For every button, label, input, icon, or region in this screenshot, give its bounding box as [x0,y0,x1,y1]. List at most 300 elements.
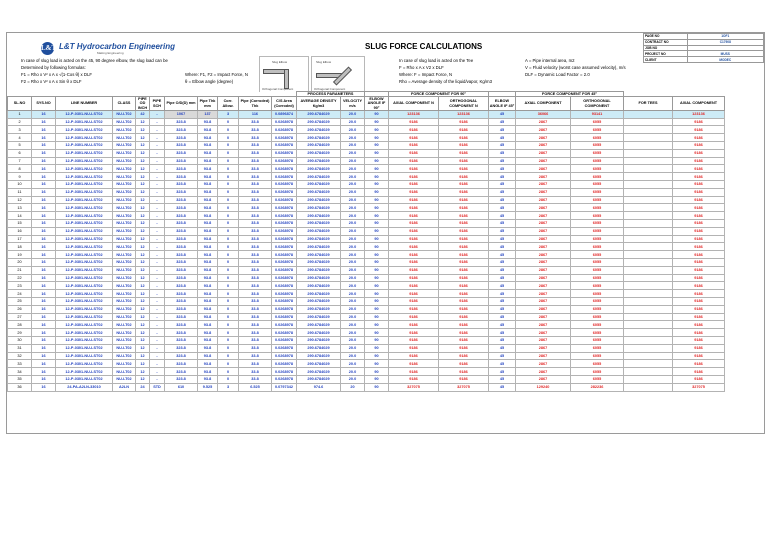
table-cell[interactable]: 2867 [516,196,571,204]
table-cell[interactable]: 12-P-0301-NU-LST02 [56,235,113,243]
table-cell[interactable]: 36 [8,383,32,391]
table-cell[interactable]: 90 [365,180,389,188]
table-cell[interactable]: - [150,149,165,157]
table-cell[interactable]: 6055 [571,188,624,196]
table-cell[interactable]: 290.6784029 [297,305,341,313]
table-cell[interactable]: 2867 [516,305,571,313]
table-cell[interactable] [624,266,673,274]
table-cell[interactable]: 45 [489,368,516,376]
table-cell[interactable]: 45 [489,157,516,165]
table-cell[interactable]: 9186 [673,118,725,126]
table-cell[interactable]: 20.0 [341,329,365,337]
table-cell[interactable]: - [150,375,165,383]
table-cell[interactable]: 0 [218,266,239,274]
table-cell[interactable] [624,383,673,391]
table-cell[interactable]: 14 [8,212,32,220]
table-cell[interactable]: 0.0268978 [272,282,297,290]
table-cell[interactable]: 0.0268978 [272,180,297,188]
table-cell[interactable]: 45 [489,227,516,235]
table-cell[interactable]: 21 [8,266,32,274]
table-cell[interactable]: 0 [218,157,239,165]
table-row[interactable] [8,196,725,204]
table-cell[interactable]: 6055 [571,305,624,313]
table-cell[interactable]: 32 [8,352,32,360]
table-cell[interactable]: 323.8 [165,126,198,134]
table-cell[interactable]: 45 [489,305,516,313]
table-cell[interactable]: 93.8 [198,235,218,243]
table-row[interactable] [8,235,725,243]
table-cell[interactable]: 9186 [439,313,489,321]
table-cell[interactable]: 16 [32,266,56,274]
table-cell[interactable]: 323.8 [165,227,198,235]
table-cell[interactable]: 0.0268978 [272,251,297,259]
table-cell[interactable]: 16 [32,290,56,298]
table-cell[interactable]: 9186 [439,266,489,274]
table-cell[interactable]: 0.0268978 [272,165,297,173]
table-cell[interactable]: 20.0 [341,313,365,321]
table-cell[interactable]: 33.8 [239,180,272,188]
table-cell[interactable]: 93.8 [198,126,218,134]
table-cell[interactable]: 0 [218,165,239,173]
table-cell[interactable]: 290.6784029 [297,188,341,196]
table-cell[interactable]: 0.0268978 [272,188,297,196]
table-cell[interactable]: 45 [489,329,516,337]
table-cell[interactable]: 9186 [389,157,439,165]
table-cell[interactable]: 90 [365,383,389,391]
table-cell[interactable]: 16 [32,360,56,368]
table-cell[interactable]: 93.8 [198,360,218,368]
table-cell[interactable]: 9186 [673,282,725,290]
table-cell[interactable]: 90 [365,368,389,376]
table-cell[interactable]: 12 [136,212,150,220]
table-cell[interactable]: 0 [218,204,239,212]
table-cell[interactable]: 33.8 [239,274,272,282]
table-cell[interactable]: 2867 [516,360,571,368]
table-cell[interactable]: 45 [489,360,516,368]
table-cell[interactable]: 123136 [389,110,439,118]
table-row[interactable] [8,212,725,220]
table-cell[interactable]: 45 [489,212,516,220]
table-cell[interactable]: 290.6784029 [297,266,341,274]
table-cell[interactable]: 16 [32,305,56,313]
table-cell[interactable]: 9186 [673,274,725,282]
table-cell[interactable]: NU-LT02 [113,134,136,142]
table-cell[interactable]: 0 [218,188,239,196]
table-cell[interactable]: 0.0268978 [272,149,297,157]
table-cell[interactable]: NU-LT02 [113,282,136,290]
table-cell[interactable]: 24-PA-A2LN-33010 [56,383,113,391]
table-cell[interactable]: 10 [8,180,32,188]
table-cell[interactable]: 0.0268978 [272,360,297,368]
table-row[interactable] [8,368,725,376]
table-cell[interactable]: 33.8 [239,336,272,344]
table-cell[interactable]: 93.8 [198,243,218,251]
table-cell[interactable]: 9186 [673,360,725,368]
table-cell[interactable]: 610 [165,383,198,391]
table-cell[interactable]: 20.0 [341,157,365,165]
table-cell[interactable]: 45 [489,251,516,259]
table-cell[interactable]: 290.6784029 [297,297,341,305]
table-cell[interactable]: 290.6784029 [297,219,341,227]
table-cell[interactable]: 33.8 [239,188,272,196]
table-cell[interactable]: 12 [136,344,150,352]
table-cell[interactable]: 6055 [571,266,624,274]
table-cell[interactable]: 9186 [673,266,725,274]
table-cell[interactable]: 93.8 [198,157,218,165]
table-cell[interactable]: 9186 [673,126,725,134]
table-cell[interactable]: 45 [489,352,516,360]
table-cell[interactable]: 90 [365,235,389,243]
table-cell[interactable]: 290.6784029 [297,282,341,290]
table-row[interactable] [8,219,725,227]
table-cell[interactable]: 45 [489,375,516,383]
table-cell[interactable]: 12 [136,251,150,259]
table-cell[interactable]: 12 [136,126,150,134]
table-cell[interactable]: 12-P-0301-NU-LST02 [56,243,113,251]
table-cell[interactable]: 45 [489,235,516,243]
table-cell[interactable]: 12-P-0301-NU-LST02 [56,110,113,118]
table-cell[interactable]: 90 [365,134,389,142]
table-cell[interactable]: 327075 [673,383,725,391]
table-cell[interactable]: 12-P-0301-NU-LST02 [56,196,113,204]
table-cell[interactable]: - [150,227,165,235]
table-cell[interactable]: 12 [136,173,150,181]
table-cell[interactable] [624,251,673,259]
table-cell[interactable]: 20.0 [341,149,365,157]
table-cell[interactable]: 45 [489,243,516,251]
table-cell[interactable]: 290.6784029 [297,329,341,337]
table-cell[interactable]: 6055 [571,180,624,188]
table-cell[interactable]: 6055 [571,227,624,235]
table-cell[interactable]: 9186 [673,219,725,227]
table-cell[interactable]: - [150,360,165,368]
table-cell[interactable]: 90 [365,251,389,259]
table-cell[interactable]: NU-LT02 [113,142,136,150]
table-cell[interactable]: - [150,126,165,134]
table-cell[interactable]: 0.0268978 [272,173,297,181]
table-cell[interactable]: 323.8 [165,375,198,383]
table-row[interactable] [8,274,725,282]
table-cell[interactable]: 2867 [516,204,571,212]
table-cell[interactable]: 20.0 [341,258,365,266]
table-cell[interactable]: 45 [489,204,516,212]
table-cell[interactable]: - [150,165,165,173]
table-cell[interactable] [624,204,673,212]
table-cell[interactable]: 9186 [673,196,725,204]
table-cell[interactable]: 90 [365,204,389,212]
table-cell[interactable]: 33.8 [239,142,272,150]
table-cell[interactable]: 20.0 [341,235,365,243]
table-cell[interactable]: 290.6784029 [297,313,341,321]
table-cell[interactable]: 9186 [439,219,489,227]
table-cell[interactable]: 12 [136,118,150,126]
table-cell[interactable]: 137 [198,110,218,118]
table-cell[interactable]: 18 [8,243,32,251]
table-cell[interactable]: 9186 [439,118,489,126]
table-cell[interactable]: 0 [218,243,239,251]
table-cell[interactable]: 28 [8,321,32,329]
table-cell[interactable]: 33.8 [239,134,272,142]
table-cell[interactable]: 6055 [571,251,624,259]
table-cell[interactable]: 93.8 [198,149,218,157]
table-cell[interactable]: 16 [32,110,56,118]
table-cell[interactable]: 20.0 [341,368,365,376]
table-cell[interactable]: 9186 [439,196,489,204]
table-cell[interactable]: 290.6784029 [297,204,341,212]
table-cell[interactable]: 2867 [516,313,571,321]
table-cell[interactable]: 9186 [389,266,439,274]
table-cell[interactable]: 290.6784029 [297,180,341,188]
table-cell[interactable]: 6055 [571,142,624,150]
table-cell[interactable]: 4 [8,134,32,142]
table-cell[interactable]: 9186 [389,336,439,344]
table-cell[interactable]: 12-P-0301-NU-LST02 [56,368,113,376]
table-cell[interactable]: 9186 [389,204,439,212]
table-cell[interactable]: 2867 [516,282,571,290]
table-cell[interactable]: 9186 [439,336,489,344]
table-cell[interactable]: 323.8 [165,313,198,321]
table-cell[interactable]: 45 [489,313,516,321]
table-cell[interactable]: NU-LT02 [113,173,136,181]
table-cell[interactable]: 290.6784029 [297,290,341,298]
table-cell[interactable]: 16 [32,344,56,352]
table-cell[interactable]: 9186 [439,235,489,243]
table-cell[interactable]: 20.0 [341,305,365,313]
table-cell[interactable]: 93.8 [198,375,218,383]
table-cell[interactable]: 0.0268978 [272,352,297,360]
table-cell[interactable]: 33.8 [239,219,272,227]
table-cell[interactable]: 290.6784029 [297,126,341,134]
table-cell[interactable]: 9186 [389,258,439,266]
table-cell[interactable]: 0 [218,290,239,298]
table-cell[interactable]: 42 [136,110,150,118]
table-cell[interactable]: 6055 [571,368,624,376]
table-row[interactable] [8,251,725,259]
table-cell[interactable]: - [150,173,165,181]
table-cell[interactable]: - [150,251,165,259]
table-cell[interactable]: NU-LT02 [113,149,136,157]
table-cell[interactable]: 33.8 [239,305,272,313]
table-cell[interactable]: 12 [136,227,150,235]
table-cell[interactable]: 90 [365,360,389,368]
table-cell[interactable]: 9186 [673,329,725,337]
table-cell[interactable]: 323.8 [165,297,198,305]
table-cell[interactable]: 0 [218,282,239,290]
table-cell[interactable]: 9186 [389,290,439,298]
table-cell[interactable]: 0 [218,251,239,259]
table-cell[interactable]: 9186 [439,126,489,134]
table-cell[interactable]: 33.8 [239,243,272,251]
table-cell[interactable]: 2867 [516,336,571,344]
table-cell[interactable] [624,375,673,383]
table-cell[interactable]: 123136 [439,110,489,118]
table-cell[interactable]: 290.6784029 [297,258,341,266]
table-cell[interactable]: 1067 [165,110,198,118]
table-cell[interactable]: 2867 [516,274,571,282]
table-cell[interactable]: - [150,212,165,220]
table-cell[interactable]: 16 [32,243,56,251]
table-cell[interactable]: 0 [218,219,239,227]
table-row[interactable] [8,375,725,383]
table-cell[interactable]: 12-P-0301-NU-LST02 [56,360,113,368]
table-cell[interactable]: 2867 [516,375,571,383]
table-cell[interactable]: 9186 [389,360,439,368]
table-cell[interactable] [624,290,673,298]
table-cell[interactable]: 90 [365,142,389,150]
table-cell[interactable]: 9186 [439,352,489,360]
table-cell[interactable]: 20.0 [341,204,365,212]
table-cell[interactable]: - [150,258,165,266]
table-cell[interactable]: 45 [489,297,516,305]
table-cell[interactable]: 323.8 [165,212,198,220]
table-cell[interactable]: 12-P-0301-NU-LST02 [56,212,113,220]
table-cell[interactable]: 0.0268978 [272,142,297,150]
table-row[interactable] [8,204,725,212]
table-cell[interactable]: 20.0 [341,243,365,251]
table-cell[interactable]: - [150,196,165,204]
table-cell[interactable]: 0.0268978 [272,134,297,142]
table-cell[interactable]: 0.0268978 [272,329,297,337]
table-cell[interactable]: 12-P-0301-NU-LST02 [56,157,113,165]
table-cell[interactable]: 6055 [571,360,624,368]
table-cell[interactable]: 45 [489,266,516,274]
table-cell[interactable]: 16 [32,126,56,134]
table-cell[interactable]: 6055 [571,297,624,305]
table-cell[interactable]: 29 [8,329,32,337]
table-cell[interactable]: 0 [218,134,239,142]
table-cell[interactable]: 12-P-0301-NU-LST02 [56,329,113,337]
table-cell[interactable]: 0.0268978 [272,118,297,126]
table-cell[interactable]: 0.0268978 [272,219,297,227]
table-cell[interactable]: 9186 [439,360,489,368]
table-cell[interactable]: 20.0 [341,126,365,134]
table-cell[interactable]: 20.0 [341,274,365,282]
table-cell[interactable]: 12 [136,266,150,274]
table-cell[interactable] [624,219,673,227]
table-cell[interactable]: 8 [8,165,32,173]
table-cell[interactable]: 9186 [439,321,489,329]
table-cell[interactable]: 9186 [389,196,439,204]
table-cell[interactable]: 12 [136,219,150,227]
table-cell[interactable] [624,274,673,282]
table-cell[interactable]: 9186 [389,321,439,329]
table-cell[interactable]: 290.6784029 [297,251,341,259]
table-cell[interactable]: 12 [136,290,150,298]
table-cell[interactable]: 323.8 [165,282,198,290]
table-cell[interactable] [624,134,673,142]
table-cell[interactable] [624,282,673,290]
table-cell[interactable]: 9186 [389,344,439,352]
table-cell[interactable]: - [150,180,165,188]
table-cell[interactable]: 9186 [673,243,725,251]
table-cell[interactable]: 9186 [673,134,725,142]
table-cell[interactable]: 9186 [389,368,439,376]
table-cell[interactable]: 6055 [571,336,624,344]
table-cell[interactable]: 93.8 [198,188,218,196]
table-cell[interactable]: 33.8 [239,360,272,368]
table-cell[interactable]: 33.8 [239,290,272,298]
table-cell[interactable]: 2867 [516,235,571,243]
table-cell[interactable]: 3 [8,126,32,134]
table-cell[interactable]: 9186 [439,290,489,298]
table-cell[interactable]: 9186 [439,149,489,157]
table-cell[interactable]: STD [150,383,165,391]
table-cell[interactable]: 33.8 [239,352,272,360]
table-cell[interactable]: 45 [489,196,516,204]
table-cell[interactable]: - [150,344,165,352]
table-cell[interactable]: 90 [365,258,389,266]
table-row[interactable] [8,165,725,173]
table-cell[interactable]: 2867 [516,188,571,196]
table-cell[interactable]: 9186 [439,344,489,352]
table-cell[interactable]: 12-P-0301-NU-LST02 [56,375,113,383]
table-cell[interactable]: 0 [218,149,239,157]
table-cell[interactable]: NU-LT02 [113,126,136,134]
table-cell[interactable]: 9186 [673,375,725,383]
table-row[interactable] [8,282,725,290]
table-cell[interactable]: 12-P-0301-NU-LST02 [56,188,113,196]
table-cell[interactable]: 9186 [673,188,725,196]
table-cell[interactable]: 290.6784029 [297,336,341,344]
table-cell[interactable]: 9186 [673,235,725,243]
table-cell[interactable]: 9186 [673,321,725,329]
table-cell[interactable] [624,212,673,220]
table-cell[interactable]: 0 [218,297,239,305]
table-cell[interactable]: 0 [218,368,239,376]
table-cell[interactable]: 9186 [389,149,439,157]
table-cell[interactable]: NU-LT02 [113,235,136,243]
table-cell[interactable]: - [150,290,165,298]
table-cell[interactable]: 93.8 [198,165,218,173]
table-cell[interactable]: 9186 [673,297,725,305]
table-cell[interactable]: 33.8 [239,251,272,259]
table-cell[interactable]: 323.8 [165,173,198,181]
table-cell[interactable]: 12-P-0301-NU-LST02 [56,344,113,352]
table-cell[interactable]: 9186 [439,375,489,383]
table-cell[interactable]: 20.0 [341,110,365,118]
table-cell[interactable]: NU-LT02 [113,352,136,360]
table-cell[interactable]: 0 [218,274,239,282]
table-cell[interactable]: 12 [136,142,150,150]
table-cell[interactable]: 93.8 [198,258,218,266]
table-cell[interactable] [624,344,673,352]
table-cell[interactable]: 2867 [516,219,571,227]
table-cell[interactable]: 16 [32,149,56,157]
table-cell[interactable]: 36066 [516,110,571,118]
table-cell[interactable]: 90 [365,212,389,220]
table-cell[interactable]: 93.8 [198,321,218,329]
table-cell[interactable]: 20.0 [341,251,365,259]
table-cell[interactable]: 33.8 [239,212,272,220]
table-cell[interactable]: 0 [218,352,239,360]
table-cell[interactable]: 9186 [389,305,439,313]
table-row[interactable] [8,142,725,150]
table-cell[interactable]: 12 [136,196,150,204]
table-cell[interactable]: 16 [32,274,56,282]
table-cell[interactable]: NU-LT02 [113,329,136,337]
table-cell[interactable]: 323.8 [165,196,198,204]
table-cell[interactable]: 9186 [673,204,725,212]
table-cell[interactable]: 90 [365,352,389,360]
table-cell[interactable]: 20 [341,383,365,391]
table-cell[interactable]: 9186 [439,142,489,150]
table-cell[interactable]: 323.8 [165,344,198,352]
table-cell[interactable] [624,149,673,157]
table-cell[interactable]: 0 [218,227,239,235]
table-cell[interactable]: 290.6784029 [297,321,341,329]
table-cell[interactable]: 323.8 [165,336,198,344]
table-cell[interactable]: 9186 [673,352,725,360]
